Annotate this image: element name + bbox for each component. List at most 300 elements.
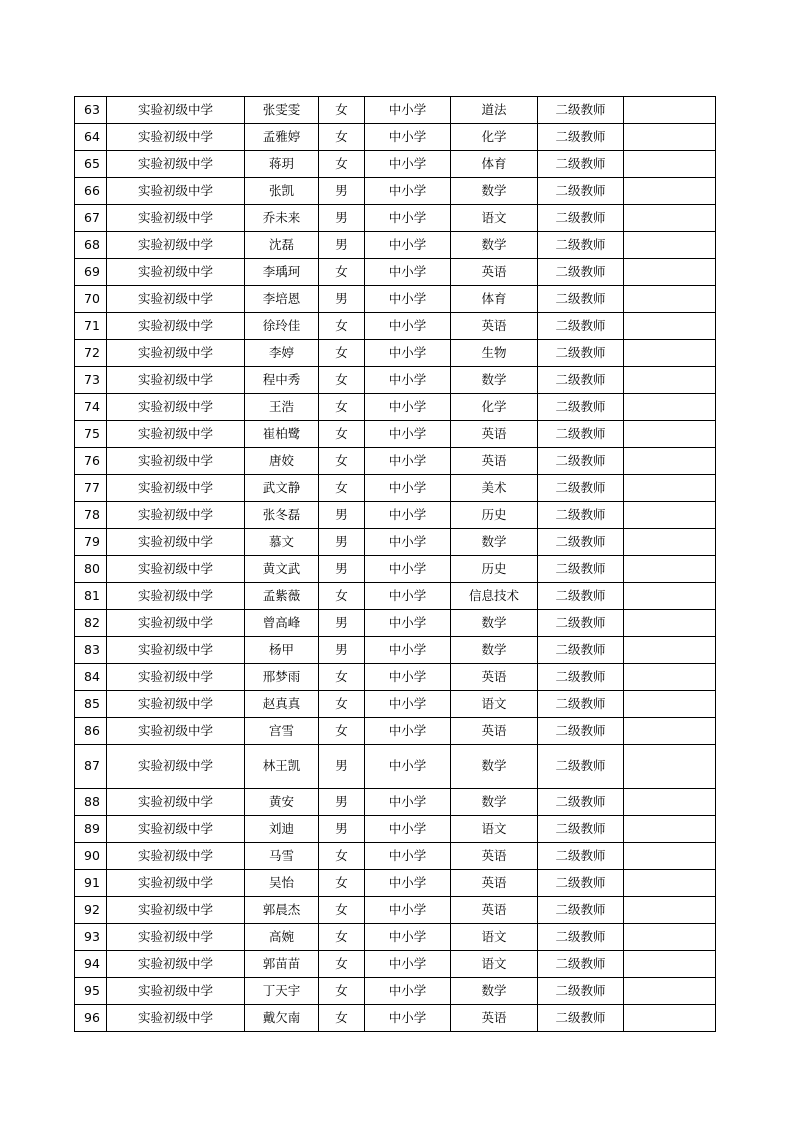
title-cell: 二级教师 [538,151,624,178]
title-cell: 二级教师 [538,843,624,870]
title-cell: 二级教师 [538,637,624,664]
remarks-cell [624,232,716,259]
gender-cell: 男 [319,502,365,529]
gender-cell: 男 [319,205,365,232]
school-level-cell: 中小学 [365,637,451,664]
school-level-cell: 中小学 [365,1005,451,1032]
title-cell: 二级教师 [538,394,624,421]
school-level-cell: 中小学 [365,421,451,448]
gender-cell: 女 [319,870,365,897]
table-row [75,124,716,151]
title-cell: 二级教师 [538,1005,624,1032]
school-level-cell: 中小学 [365,178,451,205]
school-level-cell: 中小学 [365,978,451,1005]
subject-cell: 语文 [451,951,538,978]
gender-cell: 女 [319,340,365,367]
subject-cell: 数学 [451,610,538,637]
remarks-cell [624,367,716,394]
teacher-name-cell: 孟雅婷 [245,124,319,151]
title-cell: 二级教师 [538,421,624,448]
row-number-cell: 89 [75,816,107,843]
row-number-cell: 78 [75,502,107,529]
remarks-cell [624,448,716,475]
school-level-cell: 中小学 [365,529,451,556]
table-row [75,529,716,556]
teacher-name-cell: 李培恩 [245,286,319,313]
remarks-cell [624,924,716,951]
school-level-cell: 中小学 [365,313,451,340]
teacher-name-cell: 孟紫薇 [245,583,319,610]
school-name-cell: 实验初级中学 [107,951,245,978]
remarks-cell [624,610,716,637]
gender-cell: 男 [319,286,365,313]
school-name-cell: 实验初级中学 [107,691,245,718]
school-level-cell: 中小学 [365,951,451,978]
table-row [75,789,716,816]
subject-cell: 生物 [451,340,538,367]
title-cell: 二级教师 [538,286,624,313]
school-level-cell: 中小学 [365,897,451,924]
school-name-cell: 实验初级中学 [107,313,245,340]
subject-cell: 信息技术 [451,583,538,610]
school-name-cell: 实验初级中学 [107,151,245,178]
teacher-name-cell: 丁天宇 [245,978,319,1005]
teacher-name-cell: 王浩 [245,394,319,421]
school-name-cell: 实验初级中学 [107,897,245,924]
teacher-name-cell: 黄文武 [245,556,319,583]
title-cell: 二级教师 [538,924,624,951]
gender-cell: 女 [319,718,365,745]
teacher-name-cell: 唐姣 [245,448,319,475]
subject-cell: 数学 [451,745,538,789]
subject-cell: 英语 [451,259,538,286]
table-row [75,897,716,924]
remarks-cell [624,97,716,124]
remarks-cell [624,583,716,610]
school-level-cell: 中小学 [365,789,451,816]
row-number-cell: 83 [75,637,107,664]
row-number-cell: 86 [75,718,107,745]
title-cell: 二级教师 [538,870,624,897]
subject-cell: 数学 [451,529,538,556]
school-name-cell: 实验初级中学 [107,124,245,151]
subject-cell: 英语 [451,897,538,924]
remarks-cell [624,502,716,529]
remarks-cell [624,843,716,870]
teacher-name-cell: 高婉 [245,924,319,951]
remarks-cell [624,664,716,691]
table-row [75,610,716,637]
school-name-cell: 实验初级中学 [107,286,245,313]
subject-cell: 数学 [451,789,538,816]
subject-cell: 体育 [451,151,538,178]
subject-cell: 语文 [451,924,538,951]
subject-cell: 语文 [451,816,538,843]
gender-cell: 女 [319,448,365,475]
remarks-cell [624,745,716,789]
teacher-name-cell: 吴怡 [245,870,319,897]
school-level-cell: 中小学 [365,394,451,421]
teacher-name-cell: 曾高峰 [245,610,319,637]
school-level-cell: 中小学 [365,124,451,151]
row-number-cell: 74 [75,394,107,421]
gender-cell: 女 [319,951,365,978]
gender-cell: 女 [319,843,365,870]
row-number-cell: 82 [75,610,107,637]
row-number-cell: 88 [75,789,107,816]
table-row [75,421,716,448]
school-name-cell: 实验初级中学 [107,843,245,870]
row-number-cell: 81 [75,583,107,610]
teacher-name-cell: 乔未来 [245,205,319,232]
remarks-cell [624,286,716,313]
title-cell: 二级教师 [538,897,624,924]
row-number-cell: 69 [75,259,107,286]
school-level-cell: 中小学 [365,870,451,897]
remarks-cell [624,313,716,340]
subject-cell: 道法 [451,97,538,124]
table-row [75,951,716,978]
gender-cell: 男 [319,745,365,789]
school-name-cell: 实验初级中学 [107,475,245,502]
title-cell: 二级教师 [538,97,624,124]
teacher-name-cell: 沈磊 [245,232,319,259]
title-cell: 二级教师 [538,232,624,259]
teacher-name-cell: 马雪 [245,843,319,870]
gender-cell: 女 [319,97,365,124]
subject-cell: 英语 [451,313,538,340]
school-name-cell: 实验初级中学 [107,637,245,664]
title-cell: 二级教师 [538,664,624,691]
table-row [75,1005,716,1032]
row-number-cell: 67 [75,205,107,232]
table-row [75,664,716,691]
school-level-cell: 中小学 [365,718,451,745]
school-name-cell: 实验初级中学 [107,718,245,745]
teacher-name-cell: 郭晨杰 [245,897,319,924]
gender-cell: 女 [319,394,365,421]
table-row [75,232,716,259]
table-row [75,816,716,843]
teacher-name-cell: 李瑀珂 [245,259,319,286]
title-cell: 二级教师 [538,951,624,978]
table-row [75,637,716,664]
title-cell: 二级教师 [538,124,624,151]
gender-cell: 女 [319,421,365,448]
subject-cell: 化学 [451,124,538,151]
gender-cell: 女 [319,151,365,178]
subject-cell: 数学 [451,232,538,259]
teacher-name-cell: 宫雪 [245,718,319,745]
row-number-cell: 92 [75,897,107,924]
row-number-cell: 76 [75,448,107,475]
table-row [75,502,716,529]
school-level-cell: 中小学 [365,691,451,718]
gender-cell: 女 [319,978,365,1005]
title-cell: 二级教师 [538,313,624,340]
gender-cell: 女 [319,259,365,286]
school-level-cell: 中小学 [365,924,451,951]
school-name-cell: 实验初级中学 [107,529,245,556]
row-number-cell: 79 [75,529,107,556]
row-number-cell: 70 [75,286,107,313]
table-row [75,556,716,583]
subject-cell: 英语 [451,448,538,475]
school-level-cell: 中小学 [365,97,451,124]
title-cell: 二级教师 [538,610,624,637]
title-cell: 二级教师 [538,556,624,583]
subject-cell: 英语 [451,421,538,448]
row-number-cell: 73 [75,367,107,394]
title-cell: 二级教师 [538,367,624,394]
row-number-cell: 85 [75,691,107,718]
subject-cell: 化学 [451,394,538,421]
gender-cell: 女 [319,924,365,951]
table-row [75,367,716,394]
gender-cell: 女 [319,1005,365,1032]
subject-cell: 英语 [451,1005,538,1032]
remarks-cell [624,691,716,718]
remarks-cell [624,475,716,502]
gender-cell: 女 [319,475,365,502]
school-name-cell: 实验初级中学 [107,610,245,637]
teacher-name-cell: 郭苗苗 [245,951,319,978]
gender-cell: 男 [319,816,365,843]
teacher-name-cell: 张雯雯 [245,97,319,124]
gender-cell: 男 [319,529,365,556]
teacher-name-cell: 赵真真 [245,691,319,718]
school-level-cell: 中小学 [365,745,451,789]
school-name-cell: 实验初级中学 [107,556,245,583]
title-cell: 二级教师 [538,340,624,367]
teacher-name-cell: 黄安 [245,789,319,816]
subject-cell: 数学 [451,637,538,664]
school-level-cell: 中小学 [365,286,451,313]
roster-table [74,96,716,1032]
table-row [75,286,716,313]
school-level-cell: 中小学 [365,448,451,475]
table-row [75,475,716,502]
remarks-cell [624,897,716,924]
subject-cell: 数学 [451,367,538,394]
teacher-name-cell: 徐玲佳 [245,313,319,340]
table-row [75,205,716,232]
school-name-cell: 实验初级中学 [107,745,245,789]
teacher-name-cell: 崔柏鹭 [245,421,319,448]
title-cell: 二级教师 [538,718,624,745]
row-number-cell: 75 [75,421,107,448]
subject-cell: 英语 [451,870,538,897]
teacher-name-cell: 林王凯 [245,745,319,789]
school-level-cell: 中小学 [365,610,451,637]
remarks-cell [624,718,716,745]
teacher-name-cell: 武文静 [245,475,319,502]
school-name-cell: 实验初级中学 [107,394,245,421]
teacher-name-cell: 杨甲 [245,637,319,664]
subject-cell: 历史 [451,502,538,529]
roster-table-body [75,97,716,1032]
gender-cell: 女 [319,691,365,718]
row-number-cell: 65 [75,151,107,178]
school-name-cell: 实验初级中学 [107,421,245,448]
gender-cell: 女 [319,124,365,151]
subject-cell: 语文 [451,205,538,232]
school-level-cell: 中小学 [365,367,451,394]
school-name-cell: 实验初级中学 [107,789,245,816]
title-cell: 二级教师 [538,205,624,232]
school-level-cell: 中小学 [365,151,451,178]
row-number-cell: 93 [75,924,107,951]
school-level-cell: 中小学 [365,232,451,259]
remarks-cell [624,556,716,583]
school-level-cell: 中小学 [365,259,451,286]
table-row [75,97,716,124]
title-cell: 二级教师 [538,745,624,789]
table-row [75,340,716,367]
subject-cell: 英语 [451,664,538,691]
remarks-cell [624,951,716,978]
row-number-cell: 80 [75,556,107,583]
title-cell: 二级教师 [538,978,624,1005]
remarks-cell [624,259,716,286]
row-number-cell: 95 [75,978,107,1005]
table-row [75,178,716,205]
title-cell: 二级教师 [538,583,624,610]
remarks-cell [624,340,716,367]
teacher-name-cell: 邢梦雨 [245,664,319,691]
teacher-name-cell: 张凯 [245,178,319,205]
row-number-cell: 90 [75,843,107,870]
remarks-cell [624,816,716,843]
subject-cell: 美术 [451,475,538,502]
remarks-cell [624,1005,716,1032]
table-row [75,448,716,475]
table-row [75,151,716,178]
school-level-cell: 中小学 [365,502,451,529]
school-name-cell: 实验初级中学 [107,178,245,205]
remarks-cell [624,870,716,897]
table-row [75,843,716,870]
school-level-cell: 中小学 [365,556,451,583]
row-number-cell: 71 [75,313,107,340]
gender-cell: 女 [319,664,365,691]
gender-cell: 男 [319,610,365,637]
row-number-cell: 66 [75,178,107,205]
remarks-cell [624,151,716,178]
table-row [75,745,716,789]
school-name-cell: 实验初级中学 [107,448,245,475]
school-name-cell: 实验初级中学 [107,502,245,529]
school-level-cell: 中小学 [365,843,451,870]
row-number-cell: 84 [75,664,107,691]
subject-cell: 体育 [451,286,538,313]
gender-cell: 男 [319,556,365,583]
gender-cell: 女 [319,367,365,394]
row-number-cell: 72 [75,340,107,367]
title-cell: 二级教师 [538,816,624,843]
title-cell: 二级教师 [538,502,624,529]
gender-cell: 女 [319,897,365,924]
table-row [75,691,716,718]
title-cell: 二级教师 [538,789,624,816]
table-row [75,259,716,286]
teacher-name-cell: 张冬磊 [245,502,319,529]
table-row [75,583,716,610]
school-name-cell: 实验初级中学 [107,816,245,843]
school-name-cell: 实验初级中学 [107,259,245,286]
subject-cell: 数学 [451,978,538,1005]
school-name-cell: 实验初级中学 [107,97,245,124]
school-name-cell: 实验初级中学 [107,232,245,259]
school-level-cell: 中小学 [365,664,451,691]
remarks-cell [624,394,716,421]
teacher-name-cell: 刘迪 [245,816,319,843]
table-row [75,978,716,1005]
gender-cell: 男 [319,232,365,259]
subject-cell: 英语 [451,843,538,870]
table-row [75,313,716,340]
school-name-cell: 实验初级中学 [107,664,245,691]
table-row [75,394,716,421]
row-number-cell: 96 [75,1005,107,1032]
subject-cell: 数学 [451,178,538,205]
row-number-cell: 91 [75,870,107,897]
title-cell: 二级教师 [538,475,624,502]
remarks-cell [624,529,716,556]
table-row [75,870,716,897]
school-name-cell: 实验初级中学 [107,583,245,610]
remarks-cell [624,205,716,232]
remarks-cell [624,637,716,664]
remarks-cell [624,978,716,1005]
teacher-name-cell: 李婷 [245,340,319,367]
table-row [75,718,716,745]
school-level-cell: 中小学 [365,583,451,610]
table-row [75,924,716,951]
subject-cell: 历史 [451,556,538,583]
remarks-cell [624,124,716,151]
gender-cell: 男 [319,178,365,205]
remarks-cell [624,789,716,816]
row-number-cell: 63 [75,97,107,124]
row-number-cell: 87 [75,745,107,789]
remarks-cell [624,421,716,448]
row-number-cell: 68 [75,232,107,259]
school-name-cell: 实验初级中学 [107,870,245,897]
title-cell: 二级教师 [538,691,624,718]
remarks-cell [624,178,716,205]
school-level-cell: 中小学 [365,475,451,502]
gender-cell: 女 [319,583,365,610]
school-name-cell: 实验初级中学 [107,1005,245,1032]
subject-cell: 语文 [451,691,538,718]
gender-cell: 男 [319,637,365,664]
title-cell: 二级教师 [538,259,624,286]
school-name-cell: 实验初级中学 [107,924,245,951]
school-name-cell: 实验初级中学 [107,340,245,367]
title-cell: 二级教师 [538,448,624,475]
teacher-name-cell: 戴欠南 [245,1005,319,1032]
gender-cell: 男 [319,789,365,816]
school-name-cell: 实验初级中学 [107,205,245,232]
row-number-cell: 77 [75,475,107,502]
teacher-name-cell: 蒋玥 [245,151,319,178]
teacher-name-cell: 程中秀 [245,367,319,394]
teacher-name-cell: 慕文 [245,529,319,556]
title-cell: 二级教师 [538,178,624,205]
school-level-cell: 中小学 [365,340,451,367]
gender-cell: 女 [319,313,365,340]
